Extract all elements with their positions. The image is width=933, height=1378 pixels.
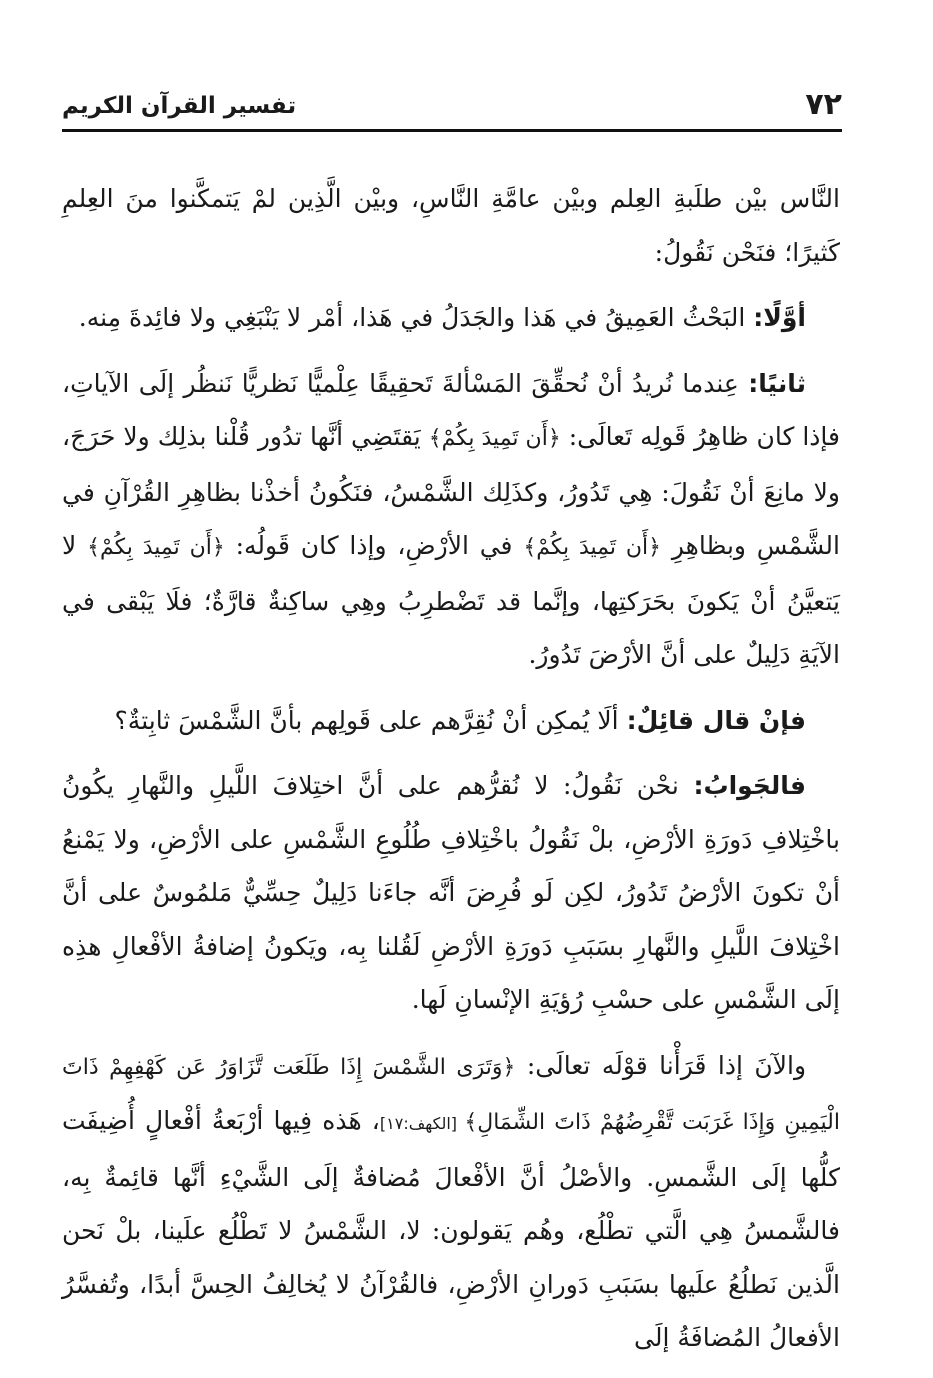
- paragraph-2: [62, 291, 840, 345]
- paragraph-1: [62, 172, 840, 279]
- paragraph-3: [62, 357, 840, 682]
- verse-reference: [الكهف:١٧]: [379, 1114, 465, 1133]
- page-number: ٧٢: [805, 87, 842, 122]
- paragraph-lead: فإنْ قال قائِلٌ:: [626, 705, 806, 735]
- paragraph-6: [62, 1039, 840, 1365]
- body-text: [62, 172, 840, 1377]
- paragraph-text: البَحْثُ العَمِيقُ في هَذا والجَدَلُ في هَذا، أمْر لا يَنْبَغِي ولا فائِدةَ مِنه.: [78, 303, 754, 332]
- quran-quote: ﴿وَتَرَى الشَّمْسَ إِذَا طَلَعَت تَّزَاوَرُ عَن كَهْفِهِمْ ذَاتَ الْيَمِينِ وَإِذَا غَرَبَت تَّقْرِضُهُمْ ذَاتَ الشِّمَالِ﴾: [62, 1054, 840, 1135]
- quran-quote: ﴿أَن تَمِيدَ بِكُمْ﴾: [428, 426, 561, 451]
- paragraph-text: في الأرْضِ، وإذا كان قَولُه:: [224, 531, 524, 560]
- paragraph-lead: فالجَوابُ:: [693, 771, 806, 800]
- paragraph-text: لا يَتعيَّنُ أنْ يَكونَ بحَرَكتِها، وإنَّما قد تَضْطرِبُ وهِي ساكِنةٌ قارَّةٌ؛ فلَا يَبْقى في الآيَةِ دَلِيلٌ على أنَّ الأرْضَ تَدُورُ.: [62, 531, 840, 669]
- paragraph-5: [62, 759, 840, 1027]
- paragraph-lead: ثانيًا:: [748, 368, 806, 398]
- page-header: [62, 86, 842, 126]
- quran-quote: ﴿أَن تَمِيدَ بِكُمْ﴾: [523, 535, 662, 560]
- paragraph-text: نحْن نَقُولُ: لا نُقرُّهم على أنَّ اختِلافَ اللَّيلِ والنَّهارِ يكُونُ باخْتِلافِ دَورَةِ الأرْضِ، بلْ نَقُولُ باخْتِلافِ طُلُوعِ الشَّمْسِ على الأرْضِ، ولا يَمْنعُ أنْ تكونَ الأرْضُ تَدُورُ، لكِن لَو فُرِضَ أنَّه جاءَنا دَلِيلٌ حِسِّيٌّ مَلمُوسٌ على أنَّ اخْتِلافَ اللَّيلِ والنَّهارِ بسَبَبِ دَورَةِ الأرْضِ لَقُلنا بِه، ويَكونُ إضافةُ الأفْعالِ هذِه إلَى الشَّمْسِ على حسْبِ رُؤيَةِ الإنْسانِ لَها.: [62, 771, 840, 1014]
- paragraph-text: النَّاس بيْن طلَبةِ العِلم وبيْن عامَّةِ النَّاسِ، وبيْن الَّذِين لمْ يَتمكَّنوا منَ العِلمِ كَثيرًا؛ فنَحْن نَقُولُ:: [62, 184, 840, 267]
- paragraph-text: ، هَذه فِيها أرْبَعةُ أفْعالٍ أُضِيفَت كلُّها إلَى الشَّمسِ. والأصْلُ أنَّ الأفْعالَ مُضافةٌ إلَى الشَّيْءِ أنَّها قائِمةٌ بِه، فالشَّمسُ هِي الَّتي تطْلُع، وهُم يَقولون: لا، الشَّمْسُ لا تَطْلُع علَينا، بلْ نَحن الَّذين نَطلُعُ علَيها بسَبَبِ دَورانِ الأرْضِ، فالقُرْآنُ لا يُخالِفُ الحِسَّ أبدًا، وتُفسَّرُ الأفعالُ المُضافَةُ إلَى: [62, 1106, 840, 1352]
- paragraph-text: يَقتَضِي أنَّها تدُور قُلْنا بذلِك ولا حَرَجَ، ولا مانِعَ أنْ نَقُولَ: هِي تَدُورُ، وكذَلِك الشَّمْسُ، فنَكُونُ أخذْنا بظاهِرِ القُرْآنِ في الشَّمْسِ وبظاهِرِ: [62, 422, 840, 560]
- paragraph-text: عِندما نُريدُ أنْ نُحقِّقَ المَسْألةَ تَحقِيقًا عِلْميًّا نَظريًّا نَنظُر إلَى الآياتِ، فإذا كان ظاهِرُ قَولِه تَعالَى:: [62, 368, 840, 451]
- paragraph-4: [62, 694, 840, 748]
- paragraph-text: ألَا يُمكِن أنْ نُقِرَّهم على قَولِهم بأنَّ الشَّمْسَ ثابِتةٌ؟: [114, 705, 627, 735]
- paragraph-lead: أوَّلًا:: [753, 303, 806, 332]
- running-title: تفسير القرآن الكريم: [62, 93, 297, 119]
- quran-quote: ﴿أَن تَمِيدَ بِكُمْ﴾: [87, 535, 225, 560]
- paragraph-text: والآنَ إذا قَرَأْنا قوْلَه تعالَى:: [515, 1050, 807, 1080]
- header-divider: [62, 129, 842, 132]
